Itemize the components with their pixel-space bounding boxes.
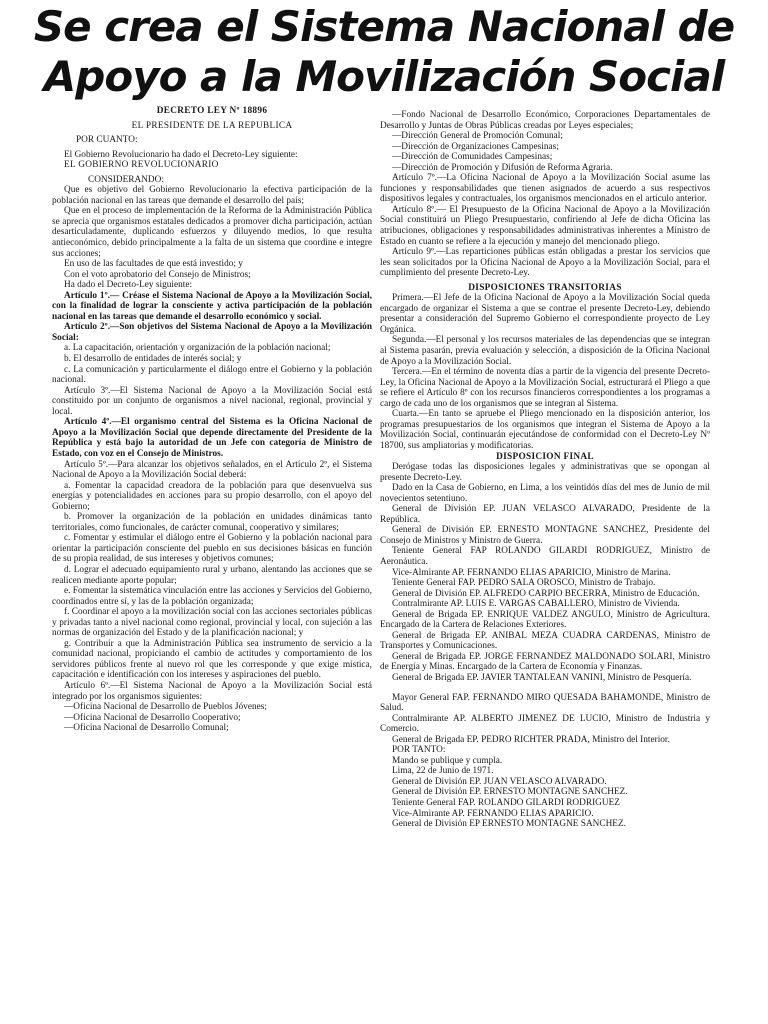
headline-line-1: Se crea el Sistema Nacional de	[33, 2, 735, 51]
article-5-b: b. Promover la organización de la población en unidades dinámicas tanto territoriales, como funcionales, de carácter comunal, cooperativo y similares;	[52, 512, 372, 533]
list-item: —Fondo Nacional de Desarrollo Económico, Corporaciones Departamentales de Desarrollo y Juntas de Obras Públicas creadas por Leyes especiales;	[380, 110, 710, 131]
article-5-f: f. Coordinar el apoyo a la movilización social con las acciones sectoriales públicas y privadas tanto a nivel nacional como regional, provincial y local, con sujeción a las normas de organización del Estado y de la planificación nacional; y	[52, 607, 372, 639]
list-item: —Dirección de Comunidades Campesinas;	[392, 152, 553, 163]
transitoria-primera: Primera.—El Jefe de la Oficina Nacional de Apoyo a la Movilización Social queda encargado de organizar el Sistema a que se contrae el presente Decreto-Ley, debiendo presentar a consideración del Supremo Gobierno el correspondiente proyecto de Ley Orgánica.	[380, 293, 710, 335]
list-item: —Oficina Nacional de Desarrollo Comunal;	[64, 723, 229, 734]
list-item: —Dirección General de Promoción Comunal;	[392, 131, 563, 142]
article-5-a: a. Fomentar la capacidad creadora de la población para que desenvuelva sus energías y potencialidades en acciones para su propio desarrollo, con el apoyo del Gobierno;	[52, 480, 372, 512]
intro-paragraph: El Gobierno Revolucionario ha dado el Decreto-Ley siguiente:	[64, 149, 298, 160]
article-2-b: b. El desarrollo de entidades de interés social; y	[64, 354, 242, 365]
article-1: Artículo 1º.— Créase el Sistema Nacional de Apoyo a la Movilización Social, con la finalidad de lograr la consciente y activa participación de la población nacional en las tareas que demande el desarrollo económico y social.	[52, 290, 372, 322]
signatory: General de Brigada EP. JAVIER TANTALEAN VANINI, Ministro de Pesquería.	[392, 672, 692, 683]
article-5-g: g. Contribuir a que la Administración Pública sea instrumento de servicio a la comunidad nacional, propiciando el cambio de actitudes y comportamiento de los servidores públicos frente al nuevo rol que les corresponde y que exige mística, capacitación e identificación con los intereses y aspiraciones del pueblo.	[52, 638, 372, 681]
signatory: Mayor General FAP. FERNANDO MIRO QUESADA BAHAMONDE, Ministro de Salud.	[380, 692, 710, 714]
considerando-para-3: En uso de las facultades de que está investido; y	[64, 259, 243, 270]
gobierno-heading: EL GOBIERNO REVOLUCIONARIO	[64, 160, 219, 171]
headline	[0, 2, 768, 101]
decree-number: DECRETO LEY Nº 18896	[156, 106, 268, 116]
por-cuanto: POR CUANTO:	[76, 135, 138, 146]
closing-signatory: General de División EP. JUAN VELASCO ALVARADO.	[392, 776, 607, 787]
closing-signatory: Teniente General FAP. ROLANDO GILARDI RODRIGUEZ	[392, 798, 620, 808]
closing-signatory: General de División EP ERNESTO MONTAGNE SANCHEZ.	[392, 819, 626, 830]
article-2: Artículo 2º.—Son objetivos del Sistema Nacional de Apoyo a la Movilización Social:	[52, 322, 372, 343]
signatory: General de Brigada EP. JORGE FERNANDEZ MALDONADO SOLARI, Ministro de Energía y Minas. Encargado de la Cartera de Economía y Finanzas.	[380, 651, 710, 673]
mando-line: Mando se publique y cumpla.	[392, 755, 503, 766]
article-3: Artículo 3º.—El Sistema Nacional de Apoyo a la Movilización Social está constituido por un conjunto de organismos a nivel nacional, regional, provincial y local.	[52, 385, 372, 417]
right-column	[380, 110, 710, 830]
left-column	[52, 106, 372, 734]
dado-paragraph: Dado en la Casa de Gobierno, en Lima, a los veintidós días del mes de Junio de mil novecientos setentiuno.	[380, 483, 710, 504]
considerando-para-5: Ha dado el Decreto-Ley siguiente:	[64, 280, 193, 291]
headline-line-2: Apoyo a la Movilización Social	[43, 52, 725, 101]
president-heading: EL PRESIDENTE DE LA REPUBLICA	[131, 120, 293, 131]
signatory: General de División EP. ERNESTO MONTAGNE SANCHEZ, Presidente del Consejo de Ministros y Ministro de Guerra.	[380, 525, 710, 546]
considerando-para-4: Con el voto aprobatorio del Consejo de Ministros;	[64, 269, 251, 280]
por-tanto: POR TANTO:	[392, 745, 446, 756]
article-5-c: c. Fomentar y estimular el diálogo entre el Gobierno y la población nacional para orientar la participación consciente del pueblo en sus decisiones básicas en función de su propia realidad, de sus intereses y objetivos comunes;	[52, 533, 372, 565]
list-item: —Dirección de Promoción y Difusión de Reforma Agraria.	[392, 162, 613, 173]
article-5-d: d. Lograr el adecuado equipamiento rural y urbano, alentando las acciones que se realicen mediante aporte popular;	[52, 564, 372, 586]
article-5-e: e. Fomentar la sistemática vinculación entre las acciones y Servicios del Gobierno, coordinados entre sí, y las de la población organizada;	[52, 586, 372, 607]
article-2-a: a. La capacitación, orientación y organización de la población nacional;	[64, 343, 331, 354]
article-6: Artículo 6º.—El Sistema Nacional de Apoyo a la Movilización Social está integrado por los organismos siguientes:	[52, 680, 372, 702]
article-4: Artículo 4º.—El organismo central del Sistema es la Oficina Nacional de Apoyo a la Movilización Social que depende directamente del Presidente de la República y está bajo la autoridad de un Jefe con categoría de Ministro de Estado, con voz en el Consejo de Ministros.	[52, 417, 372, 459]
considerando-heading: CONSIDERANDO:	[88, 174, 164, 185]
article-6-list	[52, 702, 372, 734]
final-paragraph: Derógase todas las disposiciones legales y administrativas que se opongan al presente Decreto-Ley.	[380, 462, 710, 483]
closing-signatory: General de División EP. ERNESTO MONTAGNE SANCHEZ.	[392, 787, 628, 798]
date-line: Lima, 22 de Junio de 1971.	[392, 766, 494, 777]
article-2-c: c. La comunicación y particularmente el diálogo entre el Gobierno y la población nacional.	[52, 364, 372, 386]
transitoria-segunda: Segunda.—El personal y los recursos materiales de las dependencias que se integran al Sistema pasarán, previa evaluación y selección, a disposición de la Oficina Nacional de Apoyo a la Movilización Social.	[380, 335, 710, 367]
signatory: General de División EP. ALFREDO CARPIO BECERRA, Ministro de Educación.	[392, 588, 700, 599]
article-5: Artículo 5º.—Para alcanzar los objetivos señalados, en el Artículo 2º, el Sistema Nacional de Apoyo a la Movilización Social deberá:	[52, 459, 372, 481]
signatory: Contralmirante AP. LUIS E. VARGAS CABALLERO, Ministro de Vivienda.	[392, 599, 680, 610]
signatory: Contralmirante AP. ALBERTO JIMENEZ DE LUCIO, Ministro de Industria y Comercio.	[380, 713, 710, 735]
article-6-list-continued	[380, 110, 710, 173]
considerando-para-1: Que es objetivo del Gobierno Revolucionario la efectiva participación de la población nacional en las tareas que demande el desarrollo del país;	[52, 185, 372, 206]
considerando-para-2: Que en el proceso de implementación de la Reforma de la Administración Pública se aprecia que organismos estatales dedicados a promover dicha participación, actúan desarticuladamente, duplicando esfuerzos y diluyendo medios, lo que resulta antieconómico, debido principalmente a la falta de un sistema que coordine e integre sus acciones;	[52, 206, 372, 259]
signatory: General de Brigada EP. ENRIQUE VALDEZ ANGULO, Ministro de Agricultura. Encargado de la Cartera de Relaciones Exteriores.	[380, 609, 710, 631]
article-9: Artículo 9º.—Las reparticiones públicas están obligadas a prestar los servicios que les sean solicitados por la Oficina Nacional de Apoyo a la Movilización Social, para el cumplimiento del presente Decreto-Ley.	[380, 247, 710, 279]
closing-signatory: Vice-Almirante AP. FERNANDO ELIAS APARICIO.	[392, 808, 594, 819]
list-item: —Oficina Nacional de Desarrollo Cooperativo;	[64, 712, 241, 723]
article-8: Artículo 8º.— El Presupuesto de la Oficina Nacional de Apoyo a la Movilización Social constituirá un Pliego Presupuestario, confiriendo al Jefe de dicha Oficina las atribuciones, obligaciones y responsabilidades administrativas inherentes a Ministro de Estado en cuanto se refiere a la ejecución y manejo del mencionado pliego.	[380, 204, 710, 247]
signatory: General de Brigada EP. ANIBAL MEZA CUADRA CARDENAS, Ministro de Transportes y Comunicaciones.	[380, 630, 710, 652]
article-7: Artículo 7º.—La Oficina Nacional de Apoyo a la Movilización Social asume las funciones y responsabilidades que tienen asignados de acuerdo a sus respectivos dispositivos legales y contractuales, los organismos mencionados en el artículo anterior.	[380, 173, 710, 205]
signatory: Teniente General FAP. PEDRO SALA OROSCO, Ministro de Trabajo.	[392, 578, 656, 589]
signatory: Vice-Almirante AP. FERNANDO ELIAS APARICIO, Ministro de Marina.	[392, 567, 671, 578]
final-heading: DISPOSICION FINAL	[496, 451, 594, 462]
transitoria-cuarta: Cuarta.—En tanto se apruebe el Pliego mencionado en la disposición anterior, los programas presupuestarios de los organismos que integran el Sistema de Apoyo a la Movilización Social, continuarán ejecutándose de conformidad con el Decreto-Ley Nº 18700, sus ampliatorias y modificatorias.	[380, 409, 710, 451]
transitorias-heading: DISPOSICIONES TRANSITORIAS	[468, 282, 622, 293]
signatory: Teniente General FAP ROLANDO GILARDI RODRIGUEZ, Ministro de Aeronáutica.	[380, 546, 710, 567]
signatory: General de División EP. JUAN VELASCO ALVARADO, Presidente de la República.	[380, 504, 710, 525]
list-item: —Dirección de Organizaciones Campesinas;	[392, 141, 559, 152]
transitoria-tercera: Tercera.—En el término de noventa días a partir de la vigencia del presente Decreto-Ley, la Oficina Nacional de Apoyo a la Movilización Social, estructurará el Pliego a que se refiere el Artículo 8º con los recursos financieros correspondientes a los programas a cargo de cada uno de los organismos que se integran al Sistema.	[380, 367, 710, 409]
list-item: —Oficina Nacional de Desarrollo de Pueblos Jóvenes;	[64, 702, 267, 713]
signatory: General de Brigada EP. PEDRO RICHTER PRADA, Ministro del Interior.	[392, 734, 670, 745]
